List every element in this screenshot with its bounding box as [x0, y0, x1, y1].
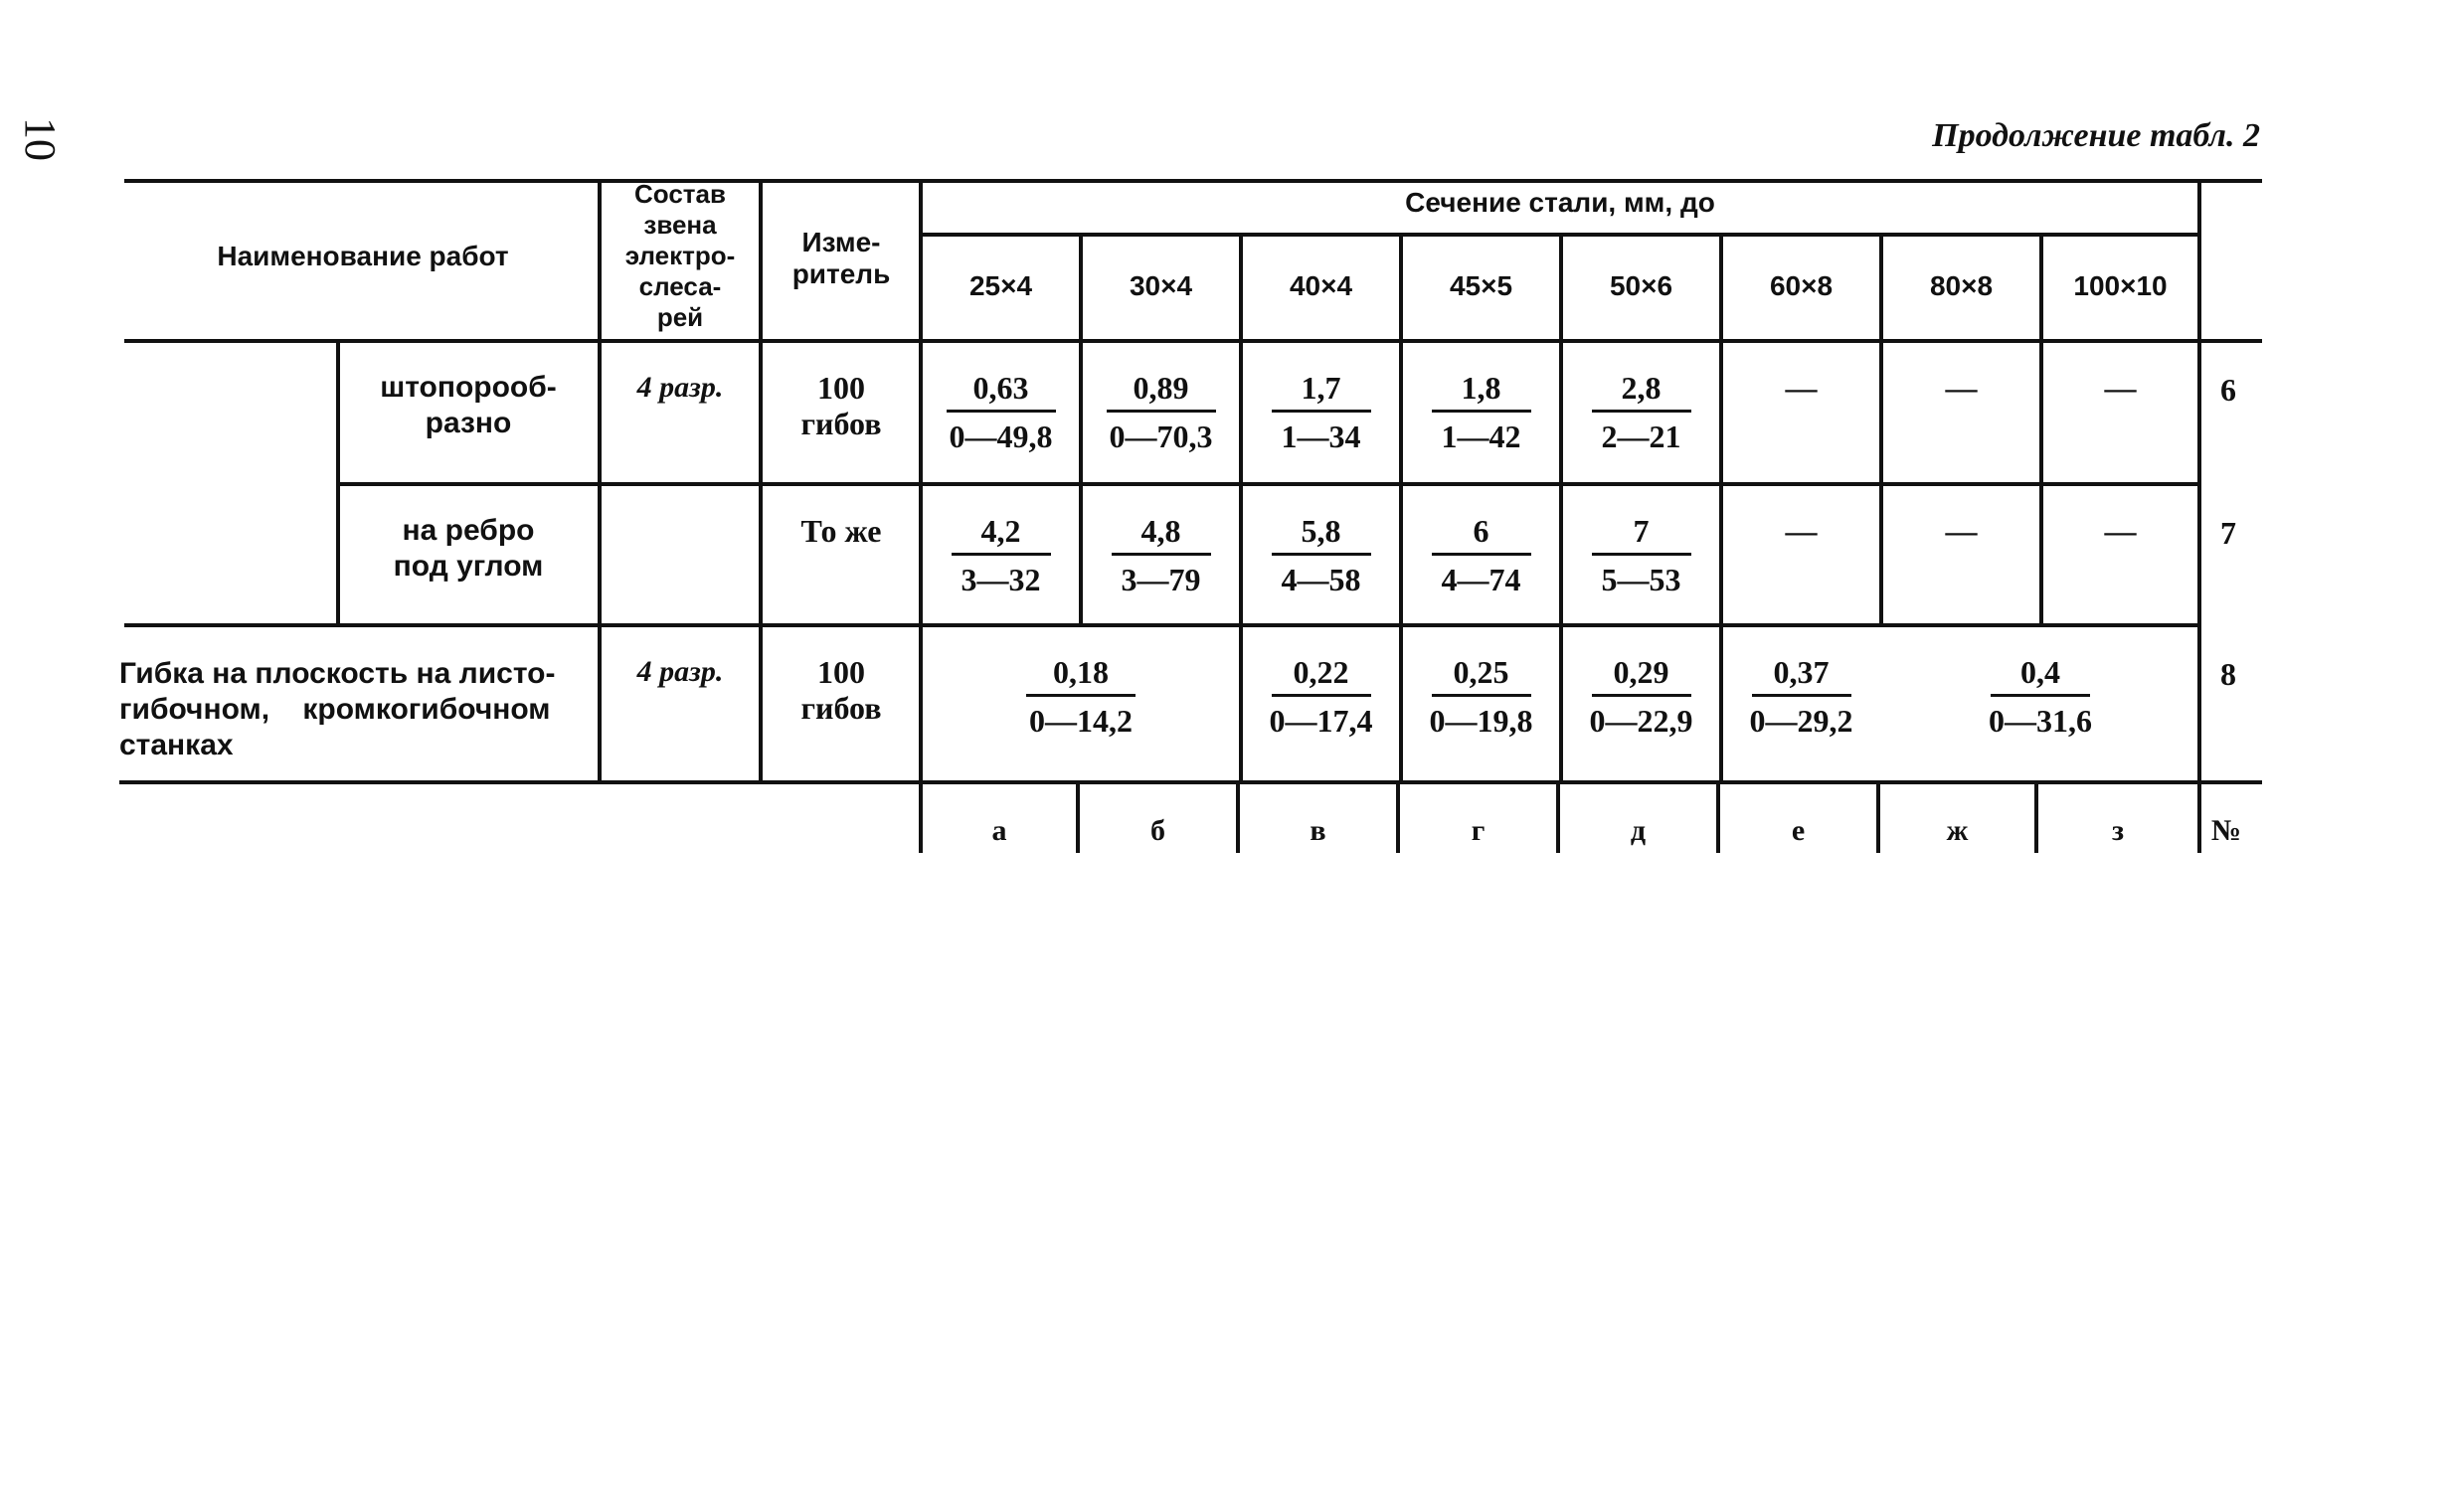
row6-name	[340, 370, 597, 441]
row7-cell-c	[1243, 511, 1399, 599]
row8-name-line: гибочном, кромкогибочном	[119, 693, 551, 726]
row6-cell-c-den: 1—34	[1281, 419, 1361, 454]
row7-cell-b-num: 4,8	[1140, 513, 1181, 549]
row7-unit	[763, 513, 920, 549]
row7-cell-a	[923, 511, 1079, 599]
footer-letter-a: а	[991, 814, 1007, 847]
row8-cell-f-den: 0—29,2	[1749, 703, 1853, 739]
row7-cell-a-num: 4,2	[980, 513, 1021, 549]
continuation-title: Продолжение табл. 2	[1932, 117, 2260, 154]
row8-crew: 4 разр.	[636, 655, 724, 688]
row8-cell-f-num: 0,37	[1773, 654, 1830, 690]
footer-letter-g: г	[1471, 814, 1486, 847]
row7-name-line: на ребро	[402, 514, 535, 547]
row8-unit-line: 100	[817, 654, 865, 690]
row7-unit-line: То же	[800, 513, 882, 549]
row7-cell-c-den: 4—58	[1281, 562, 1361, 597]
row7-cell-d	[1403, 511, 1559, 599]
row7-cell-h: —	[2104, 513, 2137, 549]
footer-letter-d: д	[1630, 814, 1647, 847]
row6-cell-g: —	[1945, 370, 1978, 406]
row7-name-line: под углом	[393, 550, 544, 583]
row7-cell-c-num: 5,8	[1301, 513, 1341, 549]
row7-cell-b	[1083, 511, 1239, 599]
footer-letter-z: з	[2111, 814, 2125, 847]
row6-cell-c-num: 1,7	[1301, 370, 1341, 406]
header-unit-line: ритель	[791, 258, 891, 289]
row7-no: 7	[2220, 515, 2236, 551]
row8-cell-e-den: 0—22,9	[1589, 703, 1693, 739]
row7-name	[340, 513, 597, 585]
row8-unit-line: гибов	[800, 690, 882, 726]
size-40x4: 40×4	[1289, 270, 1353, 301]
row6-cell-a-num: 0,63	[972, 370, 1029, 406]
row6-cell-d-num: 1,8	[1461, 370, 1501, 406]
header-steel-section: Сечение стали, мм, до	[1405, 187, 1715, 218]
row8-name-line: станках	[119, 729, 234, 761]
footer-letter-b: б	[1150, 814, 1165, 847]
row6-cell-d	[1403, 368, 1559, 456]
row6-cell-b	[1083, 368, 1239, 456]
row8-no: 8	[2220, 656, 2236, 692]
header-work-name: Наименование работ	[217, 241, 509, 271]
row6-cell-a-den: 0—49,8	[949, 419, 1053, 454]
header-crew-line: рей	[656, 302, 704, 332]
row8-cell-f	[1723, 652, 1879, 741]
row6-unit-line: 100	[817, 370, 865, 406]
row8-cell-ab-den: 0—14,2	[1029, 703, 1133, 739]
row8-cell-d-den: 0—19,8	[1429, 703, 1533, 739]
row8-cell-c-den: 0—17,4	[1269, 703, 1373, 739]
rule-row8-bottom	[119, 780, 2262, 784]
row8-cell-e-num: 0,29	[1613, 654, 1669, 690]
row6-no: 6	[2220, 372, 2236, 408]
row8-cell-ab	[923, 652, 1239, 741]
row6-cell-b-den: 0—70,3	[1109, 419, 1213, 454]
size-80x8: 80×8	[1929, 270, 1994, 301]
size-45x5: 45×5	[1449, 270, 1513, 301]
row8-cell-e	[1563, 652, 1719, 741]
row6-cell-h: —	[2104, 370, 2137, 406]
row8-cell-gh-num: 0,4	[2020, 654, 2060, 690]
header-crew-line: электро-	[624, 241, 736, 270]
row6-name-line: разно	[425, 407, 512, 439]
row7-cell-e	[1563, 511, 1719, 599]
row7-cell-g: —	[1945, 513, 1978, 549]
header-crew-line: слеса-	[638, 271, 722, 301]
rule-header-bottom	[124, 339, 2262, 343]
size-60x8: 60×8	[1769, 270, 1834, 301]
row6-cell-e	[1563, 368, 1719, 456]
row7-cell-b-den: 3—79	[1121, 562, 1201, 597]
row6-unit-line: гибов	[800, 406, 882, 441]
rule-row6-bottom	[336, 482, 2200, 486]
footer-no-label: №	[2210, 814, 2242, 847]
header-crew-line: звена	[643, 210, 717, 240]
size-30x4: 30×4	[1129, 270, 1193, 301]
row7-cell-f: —	[1785, 513, 1818, 549]
row6-cell-b-num: 0,89	[1133, 370, 1189, 406]
row8-unit	[763, 654, 920, 726]
rule-row7-bottom	[124, 623, 2200, 627]
row7-cell-a-den: 3—32	[961, 562, 1041, 597]
row6-cell-e-num: 2,8	[1621, 370, 1662, 406]
row8-cell-c-num: 0,22	[1293, 654, 1349, 690]
header-crew-line: Состав	[634, 179, 726, 209]
page-number: 10	[16, 117, 65, 161]
footer-letter-zh: ж	[1946, 814, 1969, 847]
footer-letter-e: е	[1791, 814, 1806, 847]
rule-v-no	[2197, 179, 2201, 853]
row6-unit	[763, 370, 920, 441]
row6-cell-c	[1243, 368, 1399, 456]
row6-crew: 4 разр.	[636, 371, 724, 404]
rule-top	[124, 179, 2262, 183]
row8-cell-gh-den: 0—31,6	[1989, 703, 2092, 739]
footer-letter-v: в	[1310, 814, 1326, 847]
row7-cell-e-num: 7	[1633, 513, 1650, 549]
size-50x6: 50×6	[1609, 270, 1673, 301]
row6-cell-f: —	[1785, 370, 1818, 406]
row8-cell-ab-num: 0,18	[1053, 654, 1109, 690]
row8-cell-gh	[1883, 652, 2197, 741]
header-unit	[763, 227, 920, 290]
row7-cell-d-den: 4—74	[1441, 562, 1521, 597]
size-100x10: 100×10	[2073, 270, 2168, 301]
row6-name-line: штопорооб-	[380, 371, 557, 404]
row8-name	[119, 656, 587, 763]
row7-cell-d-num: 6	[1473, 513, 1489, 549]
header-crew	[601, 179, 760, 333]
row8-name-line: Гибка на плоскость на листо-	[119, 657, 556, 690]
size-25x4: 25×4	[968, 270, 1033, 301]
header-unit-line: Изме-	[801, 227, 881, 257]
row6-cell-d-den: 1—42	[1441, 419, 1521, 454]
row6-cell-e-den: 2—21	[1601, 419, 1681, 454]
row8-cell-c	[1243, 652, 1399, 741]
row8-cell-d-num: 0,25	[1453, 654, 1509, 690]
row7-cell-e-den: 5—53	[1601, 562, 1681, 597]
row6-cell-a	[923, 368, 1079, 456]
row8-cell-d	[1403, 652, 1559, 741]
